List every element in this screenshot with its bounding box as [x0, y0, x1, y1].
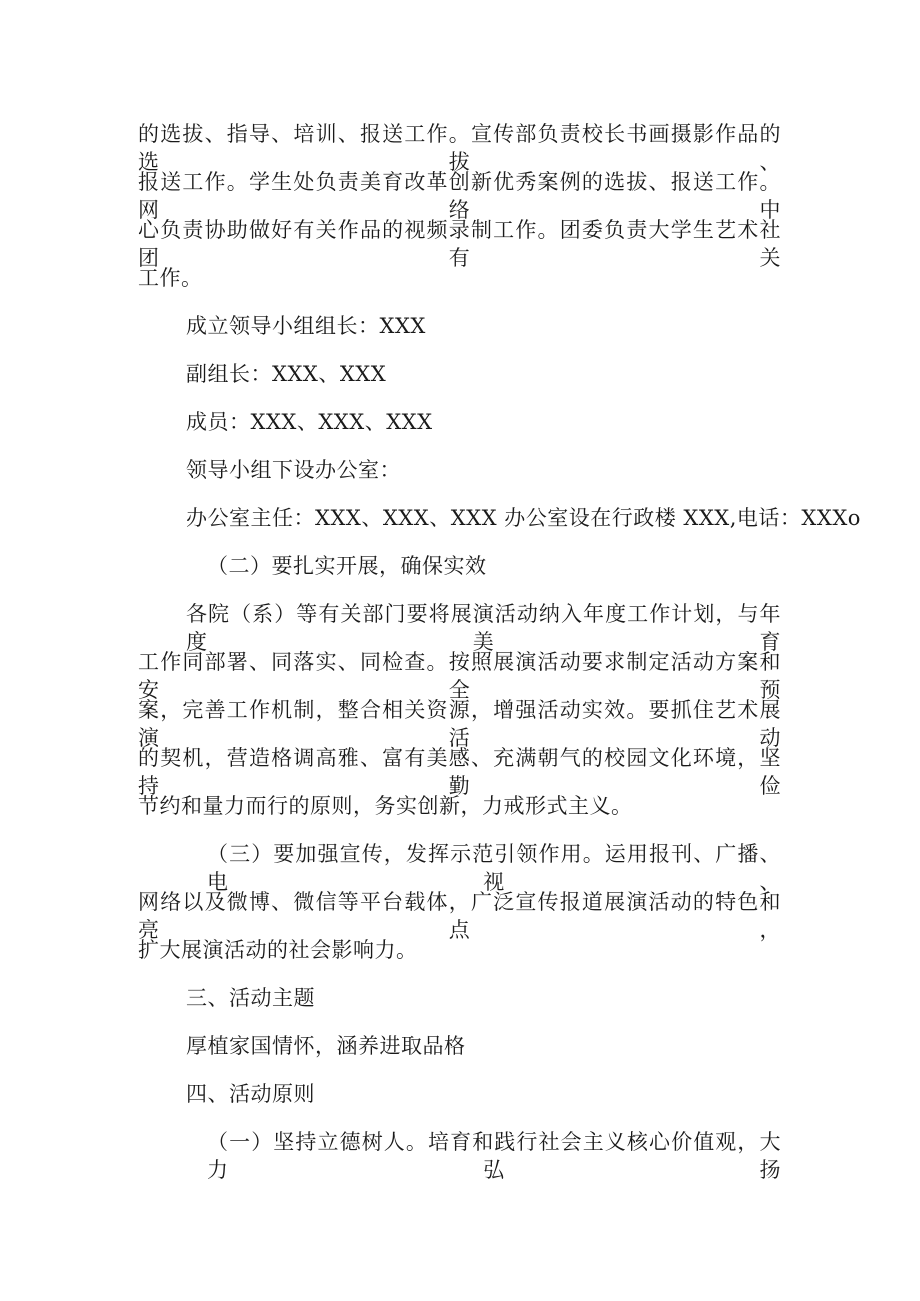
theme-text: 厚植家国情怀，涵养进取品格 — [186, 1034, 466, 1058]
office-setup: 领导小组下设办公室： — [186, 458, 401, 482]
paragraph-line: 扩大展演活动的社会影响力。 — [138, 938, 418, 962]
paragraph-line: 报送工作。学生处负责美育改革创新优秀案例的选拔、报送工作。网络中 — [138, 170, 781, 222]
section-heading: （二）要扎实开展，确保实效 — [207, 554, 487, 578]
paragraph-line: 各院（系）等有关部门要将展演活动纳入年度工作计划，与年度美育 — [186, 602, 781, 654]
paragraph-line: 的契机，营造格调高雅、富有美感、充满朝气的校园文化环境，坚持勤俭 — [138, 746, 781, 798]
paragraph-line: 节约和量力而行的原则，务实创新，力戒形式主义。 — [138, 794, 633, 818]
leader-group-head: 成立领导小组组长：XXX — [186, 314, 426, 338]
paragraph-line: 心负责协助做好有关作品的视频录制工作。团委负责大学生艺术社团有关 — [138, 218, 781, 270]
paragraph-line: （一）坚持立德树人。培育和践行社会主义核心价值观，大力弘扬 — [207, 1130, 781, 1182]
paragraph-line: 网络以及微博、微信等平台载体，广泛宣传报道展演活动的特色和亮点， — [138, 890, 781, 942]
section-heading: 四、活动原则 — [186, 1082, 315, 1106]
paragraph-line: 工作同部署、同落实、同检查。按照展演活动要求制定活动方案和安全预 — [138, 650, 781, 702]
deputy-heads: 副组长：XXX、XXX — [186, 362, 387, 386]
paragraph-line: （三）要加强宣传，发挥示范引领作用。运用报刊、广播、电视、 — [207, 842, 781, 894]
members: 成员：XXX、XXX、XXX — [186, 410, 433, 434]
paragraph-line: 的选拔、指导、培训、报送工作。宣传部负责校长书画摄影作品的选拔、 — [138, 122, 781, 174]
section-heading: 三、活动主题 — [186, 986, 315, 1010]
paragraph-line: 案，完善工作机制，整合相关资源，增强活动实效。要抓住艺术展演活动 — [138, 698, 781, 750]
office-director: 办公室主任：XXX、XXX、XXX 办公室设在行政楼 XXX,电话：XXXo — [186, 506, 861, 530]
paragraph-line: 工作。 — [138, 266, 203, 290]
